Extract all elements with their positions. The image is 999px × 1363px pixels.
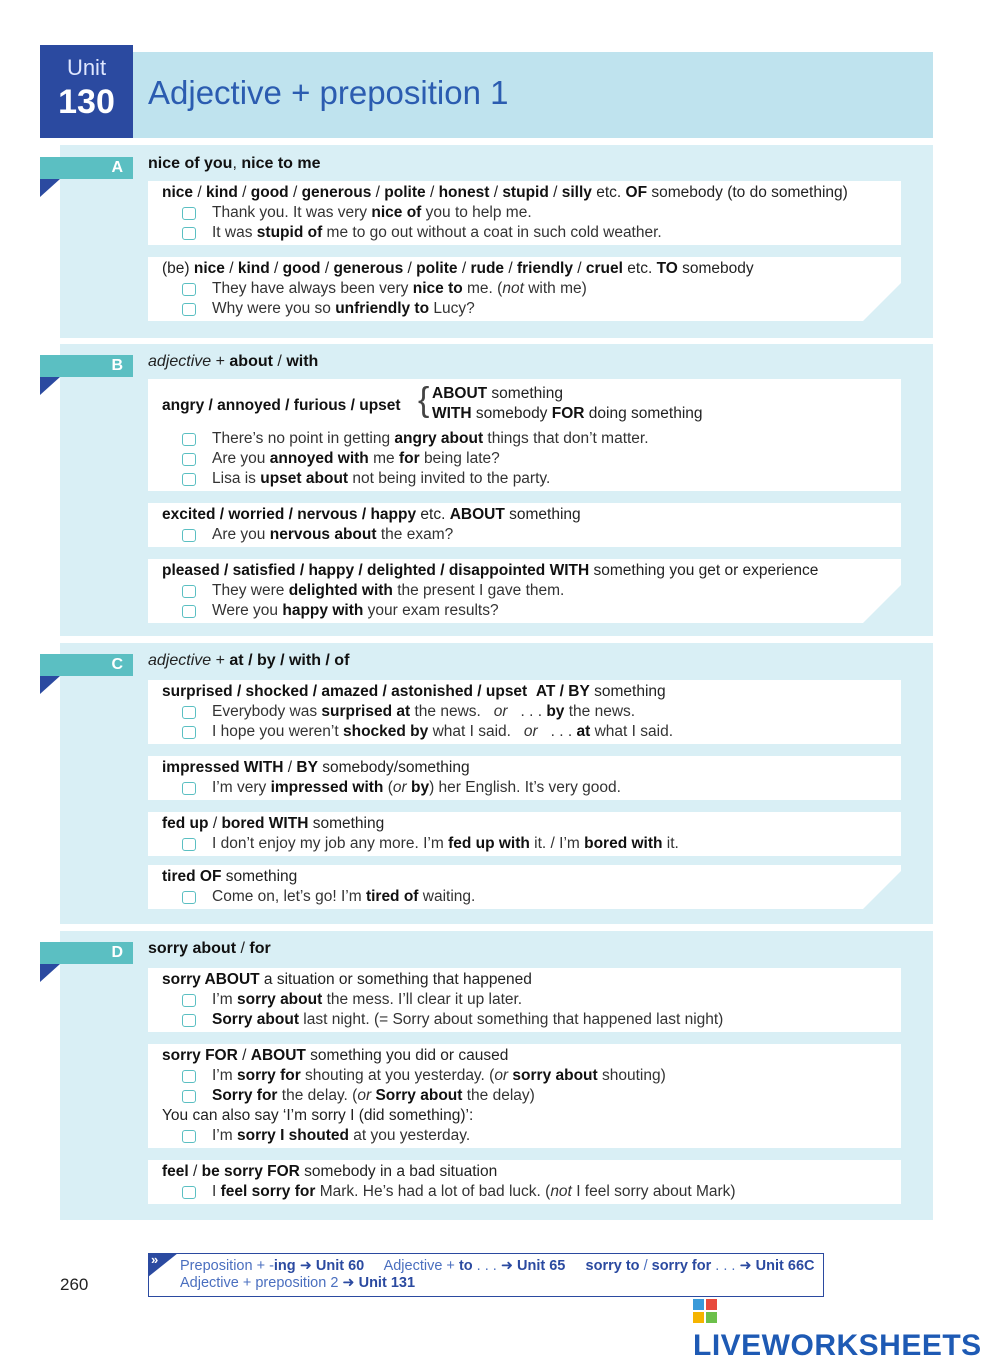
example: I’m very impressed with (or by) her English. It’s very good. bbox=[212, 779, 621, 796]
section-b-tab: B bbox=[40, 355, 133, 377]
bullet-icon bbox=[182, 227, 196, 240]
rule-line: nice / kind / good / generous / polite / honest / stupid / silly etc. OF somebody (to do something) bbox=[162, 184, 848, 201]
corner-cut bbox=[863, 283, 901, 321]
example: Sorry for the delay. (or Sorry about the delay) bbox=[212, 1087, 535, 1104]
example: Why were you so unfriendly to Lucy? bbox=[212, 300, 475, 317]
bullet-icon bbox=[182, 1186, 196, 1199]
page-title: Adjective + preposition 1 bbox=[148, 74, 509, 111]
link-unit-66c[interactable]: sorry to / sorry for . . . ➜ Unit 66C bbox=[585, 1258, 815, 1274]
liveworksheets-logo-icon bbox=[693, 1299, 717, 1323]
corner-cut bbox=[863, 585, 901, 623]
section-b-box-1 bbox=[148, 379, 901, 491]
bullet-icon bbox=[182, 207, 196, 220]
example: Were you happy with your exam results? bbox=[212, 602, 499, 619]
example: Lisa is upset about not being invited to the party. bbox=[212, 470, 551, 487]
example: I’m sorry for shouting at you yesterday. (or sorry about shouting) bbox=[212, 1067, 666, 1084]
example: I don’t enjoy my job any more. I’m fed up with it. / I’m bored with it. bbox=[212, 835, 679, 852]
rule-line: impressed WITH / BY somebody/something bbox=[162, 759, 470, 776]
rule-line: pleased / satisfied / happy / delighted / disappointed WITH something you get or experience bbox=[162, 562, 819, 579]
example: I’m sorry I shouted at you yesterday. bbox=[212, 1127, 471, 1144]
bullet-icon bbox=[182, 529, 196, 542]
section-c-box-4 bbox=[148, 865, 901, 909]
bullet-icon bbox=[182, 1090, 196, 1103]
tab-fold-icon bbox=[40, 377, 60, 395]
link-unit-60[interactable]: Preposition + -ing ➜ Unit 60 bbox=[180, 1258, 365, 1274]
example: Come on, let’s go! I’m tired of waiting. bbox=[212, 888, 476, 905]
example: There’s no point in getting angry about things that don’t matter. bbox=[212, 430, 649, 447]
example: Are you nervous about the exam? bbox=[212, 526, 454, 543]
section-c-box-2 bbox=[148, 756, 901, 800]
rule-line: tired OF something bbox=[162, 868, 298, 885]
bullet-icon bbox=[182, 585, 196, 598]
double-chevron-icon: » bbox=[151, 1252, 159, 1267]
section-b-box-2 bbox=[148, 503, 901, 547]
section-a-tab: A bbox=[40, 157, 133, 179]
section-b-box-3 bbox=[148, 559, 901, 623]
link-unit-65[interactable]: Adjective + to . . . ➜ Unit 65 bbox=[383, 1258, 566, 1274]
bullet-icon bbox=[182, 891, 196, 904]
example: They have always been very nice to me. (not with me) bbox=[212, 280, 587, 297]
section-c-box-1 bbox=[148, 680, 901, 744]
section-d-box-3 bbox=[148, 1160, 901, 1204]
section-a-box-1 bbox=[148, 181, 901, 245]
example: Everybody was surprised at the news. or . . . by the news. bbox=[212, 703, 636, 720]
section-b-heading: adjective + about / with bbox=[148, 353, 319, 370]
rule-line: surprised / shocked / amazed / astonished / upset AT / BY something bbox=[162, 683, 666, 700]
example: Thank you. It was very nice of you to help me. bbox=[212, 204, 532, 221]
unit-number: 130 bbox=[58, 83, 115, 121]
cross-reference-line-2 bbox=[180, 1275, 415, 1291]
rule-line: (be) nice / kind / good / generous / polite / rude / friendly / cruel etc. TO somebody bbox=[162, 260, 754, 277]
bullet-icon bbox=[182, 1130, 196, 1143]
section-c-heading: adjective + at / by / with / of bbox=[148, 652, 350, 669]
bullet-icon bbox=[182, 726, 196, 739]
rule-line: ABOUT something bbox=[432, 385, 563, 402]
rule-line: sorry FOR / ABOUT something you did or caused bbox=[162, 1047, 509, 1064]
rule-line: excited / worried / nervous / happy etc. ABOUT something bbox=[162, 506, 581, 523]
brace-icon: { bbox=[418, 381, 430, 419]
corner-cut bbox=[863, 871, 901, 909]
note: You can also say ‘I’m sorry I (did something)’: bbox=[162, 1107, 474, 1124]
bullet-icon bbox=[182, 605, 196, 618]
liveworksheets-logo: LIVEWORKSHEETS bbox=[693, 1295, 999, 1363]
section-c-box-3 bbox=[148, 812, 901, 856]
tab-fold-icon bbox=[40, 676, 60, 694]
bullet-icon bbox=[182, 303, 196, 316]
page-number: 260 bbox=[60, 1275, 89, 1294]
rule-line: feel / be sorry FOR somebody in a bad situation bbox=[162, 1163, 498, 1180]
example: Sorry about last night. (= Sorry about something that happened last night) bbox=[212, 1011, 724, 1028]
example: I’m sorry about the mess. I’ll clear it up later. bbox=[212, 991, 523, 1008]
link-unit-131[interactable]: Adjective + preposition 2 ➜ Unit 131 bbox=[180, 1275, 416, 1291]
bullet-icon bbox=[182, 1014, 196, 1027]
bullet-icon bbox=[182, 994, 196, 1007]
bullet-icon bbox=[182, 706, 196, 719]
tab-fold-icon bbox=[40, 179, 60, 197]
example: I feel sorry for Mark. He’s had a lot of bad luck. (not I feel sorry about Mark) bbox=[212, 1183, 736, 1200]
example: It was stupid of me to go out without a coat in such cold weather. bbox=[212, 224, 662, 241]
example: They were delighted with the present I gave them. bbox=[212, 582, 565, 599]
rule-line: fed up / bored WITH something bbox=[162, 815, 385, 832]
section-c-tab: C bbox=[40, 654, 133, 676]
bullet-icon bbox=[182, 433, 196, 446]
section-d-heading: sorry about / for bbox=[148, 940, 271, 957]
section-d-box-1 bbox=[148, 968, 901, 1032]
tab-fold-icon bbox=[40, 964, 60, 982]
bullet-icon bbox=[182, 1070, 196, 1083]
cross-reference-line-1 bbox=[180, 1258, 814, 1274]
bullet-icon bbox=[182, 838, 196, 851]
rule-line: sorry ABOUT a situation or something that happened bbox=[162, 971, 532, 988]
section-a-box-2 bbox=[148, 257, 901, 321]
section-a-heading: nice of you, nice to me bbox=[148, 155, 321, 172]
unit-label: Unit bbox=[66, 55, 107, 80]
bullet-icon bbox=[182, 782, 196, 795]
rule-line: angry / annoyed / furious / upset bbox=[162, 397, 401, 414]
bullet-icon bbox=[182, 283, 196, 296]
bullet-icon bbox=[182, 453, 196, 466]
rule-line: WITH somebody FOR doing something bbox=[432, 405, 703, 422]
bullet-icon bbox=[182, 473, 196, 486]
example: Are you annoyed with me for being late? bbox=[212, 450, 500, 467]
example: I hope you weren’t shocked by what I said. or . . . at what I said. bbox=[212, 723, 673, 740]
section-d-tab: D bbox=[40, 942, 133, 964]
section-d-box-2 bbox=[148, 1044, 901, 1148]
